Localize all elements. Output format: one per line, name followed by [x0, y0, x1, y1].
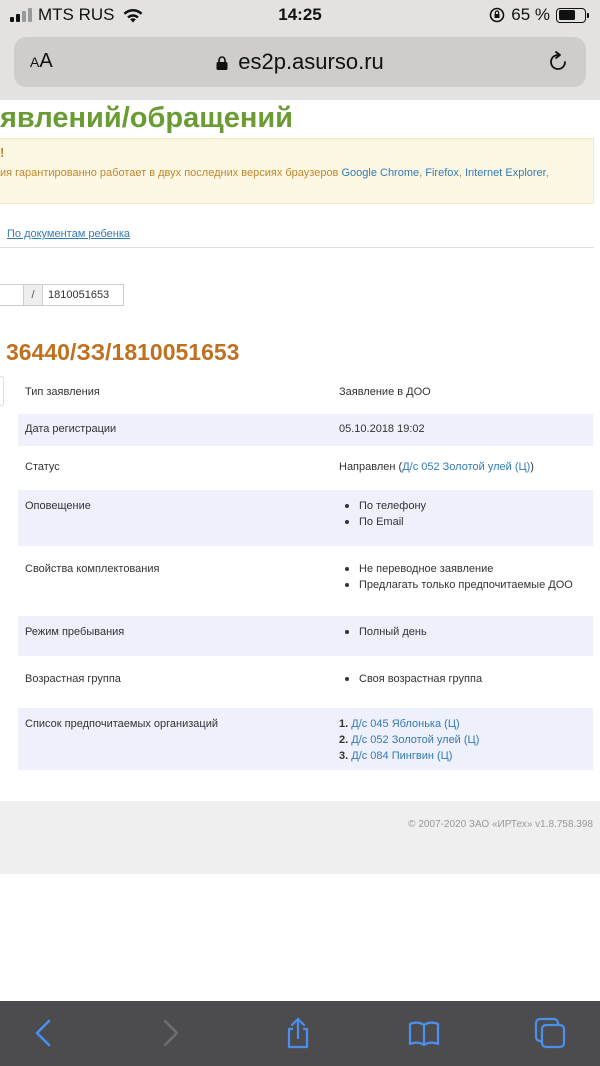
detail-label: Возрастная группа	[25, 673, 121, 685]
share-icon[interactable]	[282, 1017, 314, 1049]
page-footer	[0, 801, 600, 874]
detail-label: Статус	[25, 461, 60, 473]
properties-list	[339, 561, 573, 593]
panel-edge	[0, 376, 4, 406]
detail-row-preferred-orgs	[18, 708, 593, 770]
page-title: явлений/обращений	[0, 102, 294, 134]
carrier-name: MTS RUS	[38, 5, 115, 24]
org-link[interactable]: Д/с 045 Яблонька (Ц)	[351, 718, 460, 730]
list-item: По Email	[339, 514, 426, 530]
detail-row-stay-mode	[18, 616, 593, 656]
detail-label: Тип заявления	[25, 386, 100, 398]
address-bar[interactable]	[14, 37, 586, 87]
age-group-list	[339, 671, 482, 687]
browser-warning	[0, 138, 594, 204]
detail-row-age-group	[18, 656, 593, 708]
warning-text: ия гарантированно работает в двух последних версиях браузеров Google Chrome, Firefox, Internet Explorer,	[0, 167, 549, 179]
orientation-lock-icon	[489, 7, 505, 23]
notification-list	[339, 498, 426, 530]
list-item: По телефону	[339, 498, 426, 514]
detail-label: Свойства комплектования	[25, 563, 160, 575]
list-item: Предлагать только предпочитаемые ДОО	[339, 577, 573, 593]
text-size-button[interactable]: AA	[30, 50, 53, 72]
web-page	[0, 100, 600, 1000]
battery-percent: 65 %	[511, 5, 550, 24]
link-firefox[interactable]: Firefox	[425, 167, 459, 179]
detail-value: 05.10.2018 19:02	[339, 423, 425, 435]
stay-mode-list	[339, 624, 427, 640]
org-link[interactable]: Д/с 052 Золотой улей (Ц)	[351, 734, 480, 746]
tabs-icon[interactable]	[534, 1017, 566, 1049]
detail-value: Направлен (Д/с 052 Золотой улей (Ц))	[339, 461, 534, 473]
tab-by-child-documents[interactable]: По документам ребенка	[7, 228, 130, 240]
bookmarks-icon[interactable]	[408, 1017, 440, 1049]
clock: 14:25	[278, 5, 322, 24]
detail-row-properties	[18, 546, 593, 616]
search-tabs	[0, 224, 594, 248]
link-google-chrome[interactable]: Google Chrome	[341, 167, 420, 179]
battery-group	[489, 5, 586, 25]
detail-value: Заявление в ДОО	[339, 386, 431, 398]
number-input[interactable]: 1810051653	[42, 284, 124, 306]
application-number: 36440/ЗЗ/1810051653	[6, 339, 240, 365]
list-item: 3. Д/с 084 Пингвин (Ц)	[339, 750, 453, 762]
link-internet-explorer[interactable]: Internet Explorer	[465, 167, 546, 179]
lock-icon	[216, 56, 228, 70]
list-item: Не переводное заявление	[339, 561, 573, 577]
status-bar	[0, 0, 600, 32]
list-item: Своя возрастная группа	[339, 671, 482, 687]
reload-icon[interactable]	[546, 50, 570, 74]
detail-row-notification	[18, 490, 593, 546]
list-item: 2. Д/с 052 Золотой улей (Ц)	[339, 734, 480, 746]
detail-label: Оповещение	[25, 500, 91, 512]
detail-row-registration-date	[18, 414, 593, 446]
number-separator: /	[24, 284, 42, 306]
warning-mark: !	[0, 145, 5, 160]
copyright-text: © 2007-2020 ЗАО «ИРТех» v1.8.758.398	[408, 819, 593, 830]
battery-icon	[556, 8, 586, 23]
number-prefix-input[interactable]	[0, 284, 24, 306]
status-org-link[interactable]: Д/с 052 Золотой улей (Ц)	[402, 461, 531, 473]
detail-row-type	[18, 376, 593, 414]
detail-row-status	[18, 446, 593, 490]
safari-bottom-toolbar	[0, 1001, 600, 1066]
application-details	[18, 376, 593, 770]
back-icon[interactable]	[28, 1017, 60, 1049]
preferred-orgs-list	[339, 716, 479, 764]
org-link[interactable]: Д/с 084 Пингвин (Ц)	[351, 750, 453, 762]
search-form	[0, 284, 124, 306]
url-text: es2p.asurso.ru	[238, 49, 384, 74]
detail-label: Режим пребывания	[25, 626, 125, 638]
browser-toolbar	[0, 32, 600, 100]
list-item: Полный день	[339, 624, 427, 640]
list-item: 1. Д/с 045 Яблонька (Ц)	[339, 718, 460, 730]
detail-label: Список предпочитаемых организаций	[25, 718, 218, 730]
url-field[interactable]	[14, 49, 586, 75]
forward-icon[interactable]	[154, 1017, 186, 1049]
detail-label: Дата регистрации	[25, 423, 117, 435]
